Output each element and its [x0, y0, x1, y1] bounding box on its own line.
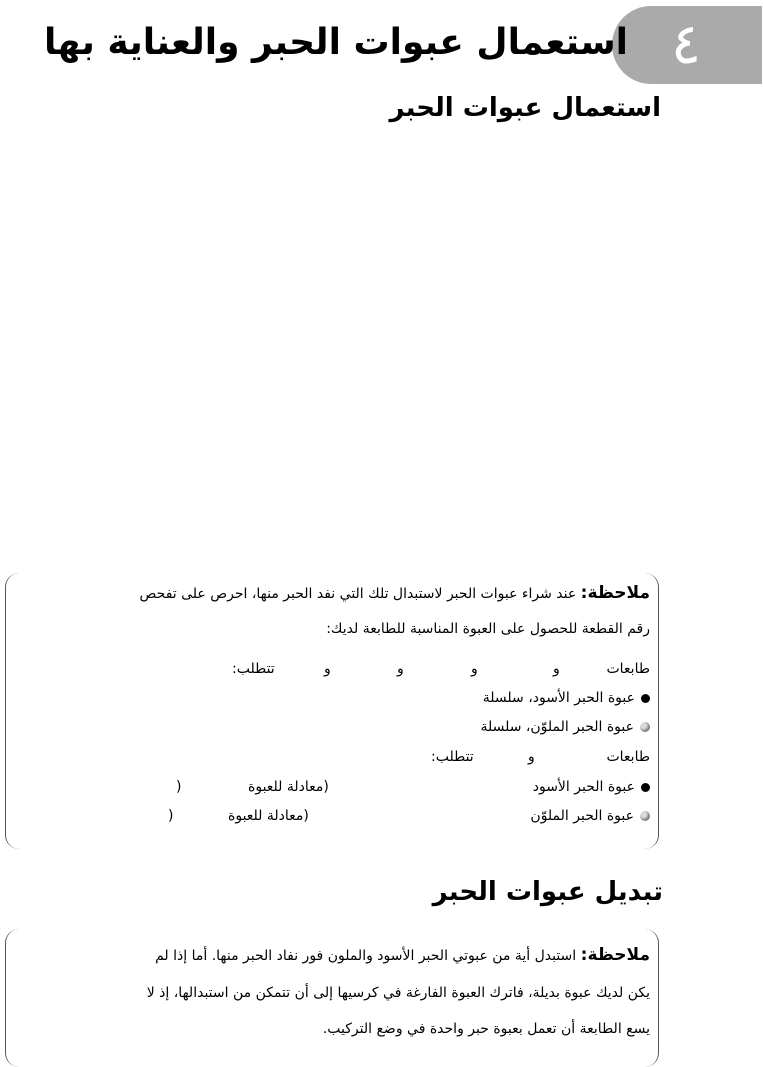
connector: و [397, 661, 404, 677]
chapter-title: استعمال عبوات الحبر والعناية بها [44, 22, 628, 63]
note-text: استبدل أية من عبوتي الحبر الأسود والملون فور نفاد الحبر منها. أما إذا لم [155, 948, 577, 964]
list-item-color-series [480, 717, 650, 737]
close-paren: ) [168, 808, 174, 824]
list-item-text: عبوة الحبر الأسود [532, 779, 635, 795]
note-label: ملاحظة: [580, 583, 650, 603]
equivalent-note: (معادلة للعبوة [248, 779, 329, 795]
section-title-replacing-cartridges: تبديل عبوات الحبر [432, 877, 663, 907]
connector: و [553, 661, 560, 677]
requires-label: تتطلب: [431, 749, 474, 765]
black-bullet-icon [641, 694, 650, 703]
color-bullet-icon [640, 722, 650, 732]
note-2-line-2: يكن لديك عبوة بديلة، فاترك العبوة الفارغة في كرسيها إلى أن تتمكن من استبدالها، إذ لا [146, 985, 650, 1001]
note-1-line-2: رقم القطعة للحصول على العبوة المناسبة للطابعة لديك: [326, 621, 650, 637]
note-label: ملاحظة: [580, 945, 650, 965]
connector: و [471, 661, 478, 677]
list-item-text: عبوة الحبر الأسود، سلسلة [482, 690, 635, 706]
list-item-color-equivalent [530, 806, 650, 826]
close-paren: ) [176, 779, 182, 795]
requires-label: تتطلب: [232, 661, 275, 677]
list-item-text: عبوة الحبر الملوّن، سلسلة [480, 719, 634, 735]
connector: و [324, 661, 331, 677]
equivalent-note: (معادلة للعبوة [228, 808, 309, 824]
list-item-text: عبوة الحبر الملوّن [530, 808, 634, 824]
list-item-black-series [483, 688, 650, 708]
connector: و [528, 749, 535, 765]
note-1-line-1 [140, 583, 651, 604]
printer-group-2-lead: طابعات [606, 749, 650, 765]
printer-group-1-lead: طابعات [606, 661, 650, 677]
black-bullet-icon [641, 783, 650, 792]
note-box-cartridge-replacement [5, 929, 659, 1067]
note-2-line-3: يسع الطابعة أن تعمل بعبوة حبر واحدة في وضع التركيب. [322, 1021, 650, 1037]
note-box-cartridge-purchase [5, 573, 659, 849]
color-bullet-icon [640, 811, 650, 821]
chapter-number: ٤ [670, 12, 702, 77]
list-item-black-equivalent [533, 777, 650, 797]
section-title-using-cartridges: استعمال عبوات الحبر [389, 93, 661, 123]
note-text: عند شراء عبوات الحبر لاستبدال تلك التي نفد الحبر منها، احرص على تفحص [139, 586, 577, 602]
note-2-line-1 [155, 945, 650, 966]
